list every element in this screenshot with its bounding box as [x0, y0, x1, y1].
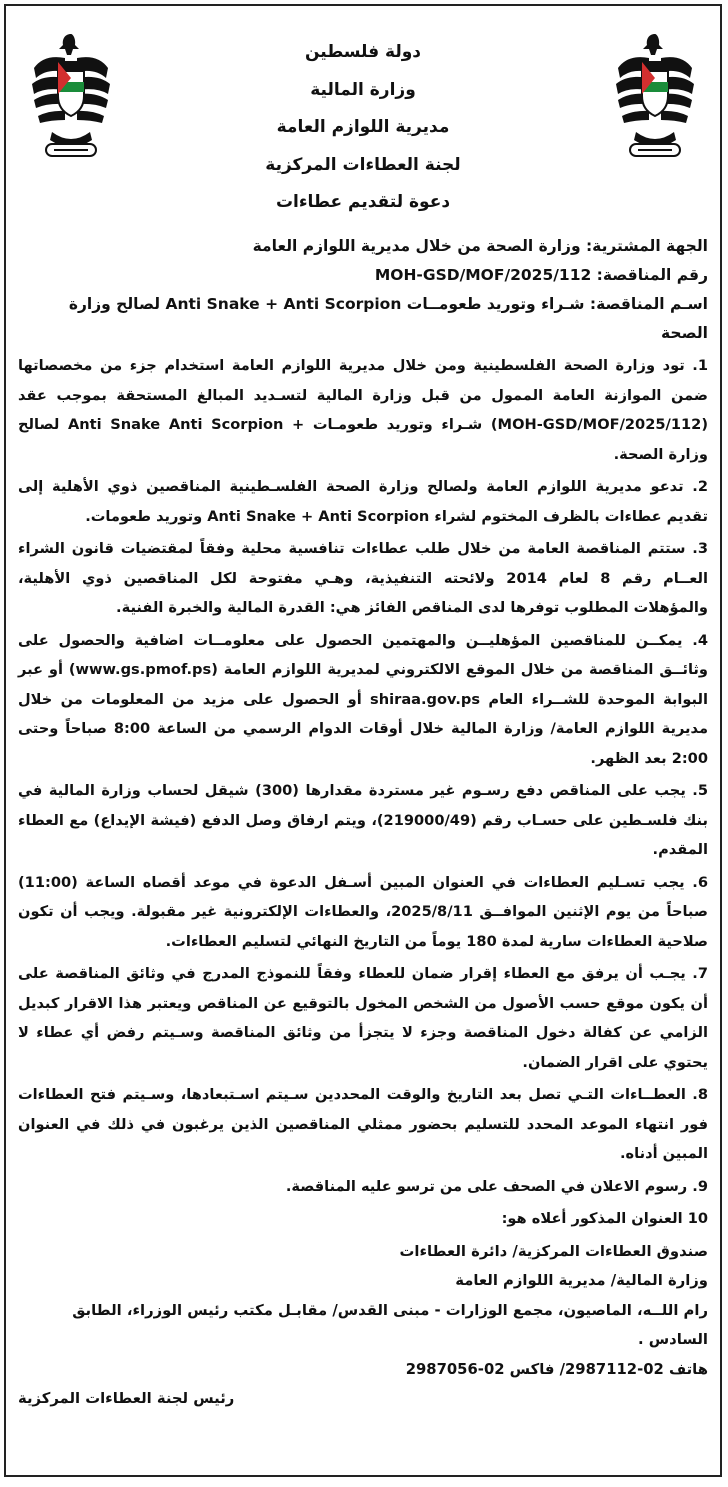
header — [156, 34, 570, 222]
tender-notice — [4, 4, 722, 1477]
list-item: 7. يجـب أن يرفق مع العطاء إقرار ضمان للعطاء وفقاً للنموذج المدرج في وثائق المناقصة على أن يكون موقع حسب الأصول من الشخص المخول بالتوقيع عن المناقص ويعتبر هذا الاقرار كبديل الزامي عن كفالة دخول المناقصة وجزء لا يتجزأ من وثائق المناقصة وسـيتم رفض أي عطاء لا يحتوي على اقرار الضمان. — [18, 965, 708, 1071]
address-line-3: رام اللــه، الماصيون، مجمع الوزارات - مبنى القدس/ مقابـل مكتب رئيس الوزراء، الطابق السادس . — [72, 1301, 708, 1348]
contact-phone-fax: هاتف 02-2987112/ فاكس 02-2987056 — [405, 1360, 708, 1378]
committee-name: لجنة العطاءات المركزية — [265, 154, 461, 175]
tender-items — [18, 351, 708, 1414]
list-item: 8. العطــاءات التـي تصل بعد التاريخ والوقت المحددين سـيتم اسـتبعادها، وسـيتم فتح العطاءات فور انتهاء الموعد المحدد للتسليم بحضور ممثلي المناقصين الذين يرغبون في ذلك في العنوان المبين أدناه. — [18, 1086, 708, 1162]
tender-number-line — [18, 261, 708, 290]
notice-title: دعوة لتقديم عطاءات — [275, 192, 451, 212]
address-line-1: صندوق العطاءات المركزية/ دائرة العطاءات — [399, 1242, 708, 1260]
list-item: 4. يمكــن للمناقصين المؤهليــن والمهتمين الحصول على معلومــات اضافية والحصول على وثائــق المناقصة من خلال الموقع الالكتروني لمديرية اللوازم العامة (www.gs.pmof.ps) أو عبر البوابة الموحدة للشــراء العام shiraa.gov.ps أو الحصول على مزيد من المعلومات من خلال مديرية اللوازم العامة/ وزارة المالية خلال أوقات الدوام الرسمي من الساعة 8:00 صباحاً وحتى 2:00 بعد الظهر. — [18, 631, 708, 767]
list-item: 3. ستتم المناقصة العامة من خلال طلب عطاءات تنافسية محلية وفقاً لمقتضيات قانون الشراء العــام رقم 8 لعام 2014 ولائحته التنفيذية، وهـي مفتوحة لكل المناقصين ذوي الأهلية، والمؤهلات المطلوب توفرها لدى المناقص الفائز هي: القدرة المالية والخبرة الفنية. — [18, 540, 708, 616]
directorate-name: مديرية اللوازم العامة — [276, 117, 450, 137]
list-item: 10 العنوان المذكور أعلاه هو: — [501, 1210, 708, 1227]
list-item: 1. تود وزارة الصحة الفلسطينية ومن خلال مديرية اللوازم العامة استخدام جزء من مخصصاتها ضمن الموازنة العامة الممول من قبل وزارة المالية لتسـديد المبالغ المستحقة بموجب عقد (MOH-GSD/MOF/2025/112) شـراء وتوريد طعومـات + Anti Snake Anti Scorpion لصالح وزارة الصحة. — [18, 357, 708, 463]
list-item: 9. رسوم الاعلان في الصحف على من ترسو عليه المناقصة. — [285, 1177, 708, 1195]
buyer-line: الجهة المشترية: وزارة الصحة من خلال مديرية اللوازم العامة — [252, 237, 708, 255]
address-line-2: وزارة المالية/ مديرية اللوازم العامة — [455, 1272, 708, 1289]
country-name: دولة فلسطين — [304, 42, 422, 62]
list-item: 5. يجب على المناقص دفع رسـوم غير مستردة مقدارها (300) شيقل لحساب وزارة المالية في بنك فلسـطين على حسـاب رقم (219000/49)، ويتم ارفاق وصل الدفع (فيشة الإيداع) مع العطاء المقدم. — [18, 782, 708, 858]
ministry-name: وزارة المالية — [310, 79, 416, 100]
list-item: 2. تدعو مديرية اللوازم العامة ولصالح وزارة الصحة الفلسـطينية المناقصين ذوي الأهلية إلى تقديم عطاءات بالظرف المختوم لشراء Anti Snake + Anti Scorpion وتوريد طعومات. — [18, 478, 708, 525]
tender-number: MOH-GSD/MOF/2025/112 — [374, 266, 592, 284]
tender-name-line: اسـم المناقصة: شـراء وتوريد طعومــات Anti Snake + Anti Scorpion لصالح وزارة الصحة — [68, 295, 708, 342]
palestine-emblem-icon — [28, 28, 114, 164]
palestine-emblem-icon — [612, 28, 698, 164]
list-item: 6. يجب تسـليم العطاءات في العنوان المبين أسـفل الدعوة في موعد أقصاه الساعة (11:00) صباحاً من يوم الإثنين الموافــق 2025/8/11، والعطاءات الإلكترونية غير مقبولة. ويجب أن تكون صلاحية العطاءات سارية لمدة 180 يوماً من التاريخ النهائي لتسليم العطاءات. — [18, 873, 708, 950]
tender-number-label: رقم المناقصة: — [591, 266, 708, 284]
signature: رئيس لجنة العطاءات المركزية — [18, 1390, 235, 1407]
tender-meta — [18, 232, 708, 348]
